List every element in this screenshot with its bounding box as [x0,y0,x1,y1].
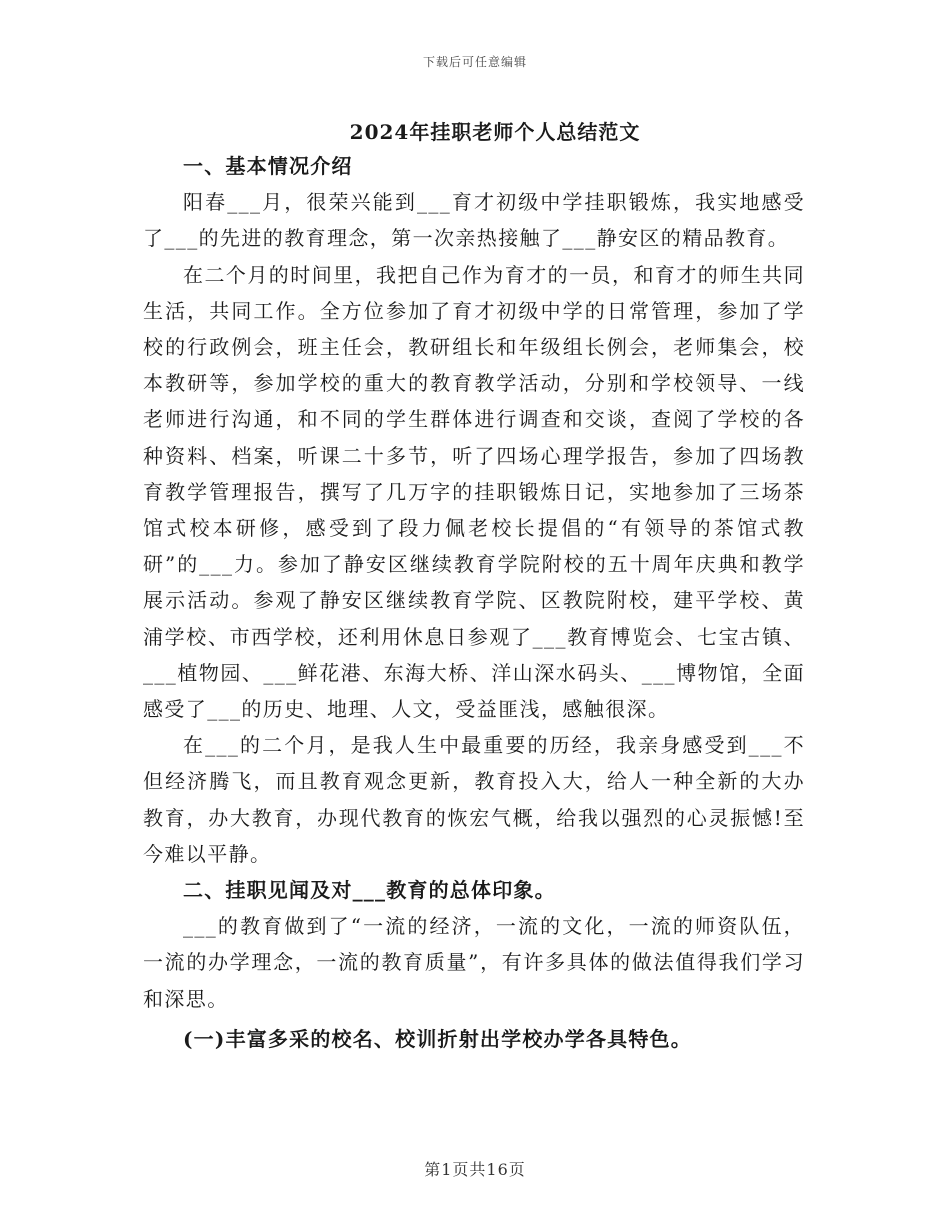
page-header-note: 下载后可任意编辑 [422,55,527,69]
document-body [143,148,805,1057]
page-number: 第1页共16页 [424,1160,526,1179]
document-title: 2024年挂职老师个人总结范文 [349,120,641,144]
section-2-paragraph-1: ___的教育做到了“一流的经济，一流的文化，一流的师资队伍，一流的办学理念，一流的教育质量”，有许多具体的做法值得我们学习和深思。 [143,914,805,1011]
section-1-paragraph-3: 在___的二个月，是我人生中最重要的历经，我亲身感受到___不但经济腾飞，而且教育观念更新，教育投入大，给人一种全新的大办教育，办大教育，办现代教育的恢宏气概，给我以强烈的心灵振憾!至今难以平静。 [143,733,805,866]
section-2-heading: 二、挂职见闻及对___教育的总体印象。 [183,878,556,903]
section-1-paragraph-2: 在二个月的时间里，我把自己作为育才的一员，和育才的师生共同生活，共同工作。全方位参加了育才初级中学的日常管理，参加了学校的行政例会，班主任会，教研组长和年级组长例会，老师集会，校本教研等，参加学校的重大的教育教学活动，分别和学校领导、一线老师进行沟通，和不同的学生群体进行调查和交谈，查阅了学校的各种资料、档案，听课二十多节，听了四场心理学报告，参加了四场教育教学管理报告，撰写了几万字的挂职锻炼日记，实地参加了三场茶馆式校本研修，感受到了段力佩老校长提倡的“有领导的茶馆式教研”的___力。参加了静安区继续教育学院附校的五十周年庆典和教学展示活动。参观了静安区继续教育学院、区教院附校，建平学校、黄浦学校、市西学校，还利用休息日参观了___教育博览会、七宝古镇、___植物园、___鲜花港、东海大桥、洋山深水码头、___博物馆，全面感受了___的历史、地理、人文，受益匪浅，感触很深。 [143,262,805,722]
section-1-heading: 一、基本情况介绍 [183,154,353,178]
section-1-paragraph-1: 阳春___月，很荣兴能到___育才初级中学挂职锻炼，我实地感受了___的先进的教育理念，第一次亲热接触了___静安区的精品教育。 [143,190,805,251]
section-2-subheading: (一)丰富多采的校名、校训折射出学校办学各具特色。 [183,1026,692,1051]
